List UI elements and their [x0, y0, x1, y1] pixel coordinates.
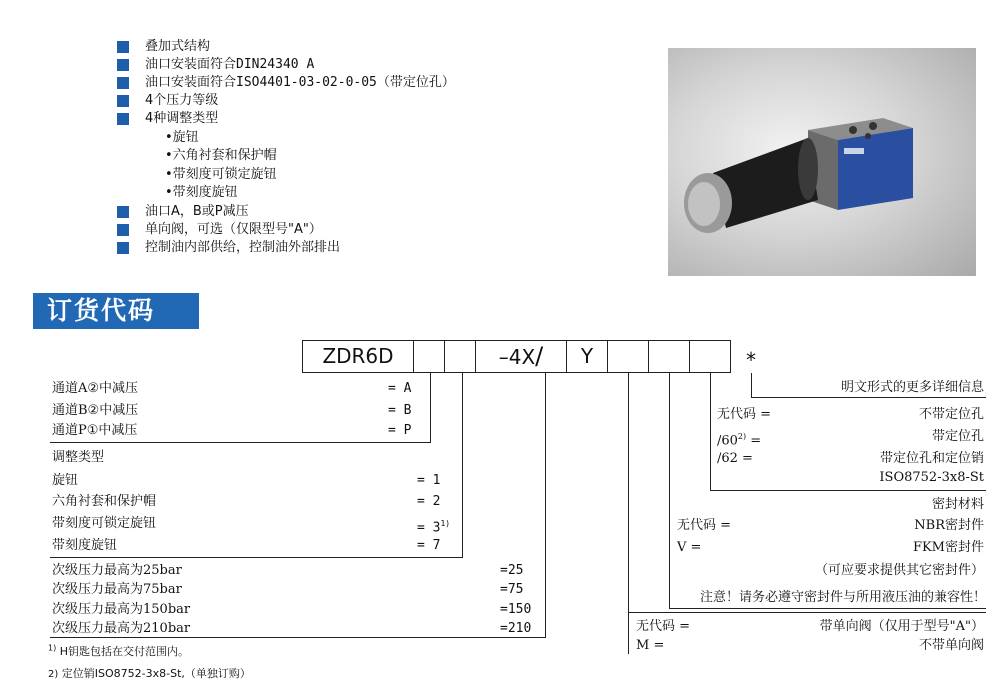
footnote-text: H钥匙包括在交付范围内。 [59, 645, 189, 658]
group-title: 调整类型 [52, 450, 105, 465]
bullet-square-icon [117, 59, 129, 71]
footnote [48, 643, 189, 659]
option-desc: 带定位孔和定位销 [879, 451, 984, 466]
footnote-number: 2) [48, 669, 59, 680]
option-label: 次级压力最高为210bar [52, 621, 191, 636]
option-label: 次级压力最高为25bar [52, 563, 182, 578]
option-code: 无代码 = [677, 518, 732, 533]
option-desc: NBR密封件 [914, 518, 984, 533]
connector-line [751, 373, 752, 398]
seal-warning: 注意！请务必遵守密封件与所用液压油的兼容性！ [699, 590, 986, 605]
product-photo [668, 48, 976, 276]
option-label: 通道P①中减压 [52, 423, 138, 438]
code-box-channel [413, 340, 445, 373]
option-value: =150 [500, 602, 532, 617]
option-desc: FKM密封件 [912, 540, 984, 555]
connector-line [50, 442, 431, 443]
connector-line [710, 490, 986, 491]
connector-line [628, 612, 986, 613]
code-box-model: ZDR6D [302, 340, 414, 373]
adjust-subitem: •带刻度可锁定旋钮 [165, 167, 277, 182]
option-code-eq: = [746, 433, 762, 449]
connector-line [430, 373, 431, 443]
bullet-square-icon [117, 95, 129, 107]
option-code [717, 428, 761, 449]
seal-note: （可应要求提供其它密封件） [814, 563, 984, 578]
adjust-subitem: •带刻度旋钮 [165, 185, 238, 200]
code-box-y: Y [566, 340, 608, 373]
ordering-code-heading: 订货代码 [33, 293, 199, 329]
code-box-check [607, 340, 649, 373]
footnote-text: 定位销ISO8752-3x8-St,（单独订购） [61, 667, 251, 680]
code-slash: / [535, 342, 544, 370]
footnote-ref: 1) [440, 519, 451, 528]
option-code: 无代码 = [717, 407, 772, 422]
option-value [417, 515, 450, 536]
code-box-locating [689, 340, 731, 373]
valve-illustration [668, 48, 976, 276]
option-value: = 1 [417, 473, 441, 488]
connector-line [50, 637, 546, 638]
connector-line [545, 373, 546, 638]
option-desc: 带单向阀（仅用于型号"A"） [819, 619, 984, 634]
option-label: 旋钮 [52, 473, 79, 488]
connector-line [669, 608, 986, 609]
option-label: 带刻度旋钮 [52, 538, 118, 553]
option-label: 通道A②中减压 [52, 381, 139, 396]
option-desc: 不带定位孔 [918, 407, 984, 422]
option-desc: 带定位孔 [931, 429, 984, 444]
adjust-subitem: •六角衬套和保护帽 [165, 148, 277, 163]
group-title: 密封材料 [931, 497, 984, 512]
series-label: –4X [498, 345, 536, 369]
bullet-square-icon [117, 41, 129, 53]
more-info-label: 明文形式的更多详细信息 [840, 380, 984, 395]
option-label: 次级压力最高为150bar [52, 602, 191, 617]
code-box-seal [648, 340, 690, 373]
option-value: = A [388, 381, 412, 396]
option-label: 带刻度可锁定旋钮 [52, 516, 157, 531]
option-value: =210 [500, 621, 532, 636]
bullet-square-icon [117, 113, 129, 125]
connector-line [462, 373, 463, 558]
option-desc: 不带单向阀 [918, 638, 984, 653]
option-label: 六角衬套和保护帽 [52, 494, 157, 509]
footnote-number: 1) [48, 643, 57, 653]
option-value: = 7 [417, 538, 441, 553]
connector-line [669, 373, 670, 609]
option-code: V = [677, 540, 702, 555]
code-box-star: * [746, 348, 756, 372]
connector-line [50, 557, 463, 558]
connector-line [710, 373, 711, 491]
option-desc-std: ISO8752-3x8-St [879, 470, 984, 485]
connector-line [751, 397, 986, 398]
option-code: /62 = [717, 451, 753, 466]
footnote-ref: 2) [737, 432, 747, 441]
adjust-subitem: •旋钮 [165, 130, 199, 145]
bullet-square-icon [117, 242, 129, 254]
code-box-adjust [444, 340, 476, 373]
bullet-square-icon [117, 224, 129, 236]
footnote [48, 665, 251, 681]
option-value: = P [388, 423, 412, 438]
option-code: 无代码 = [636, 619, 691, 634]
option-value: = 2 [417, 494, 441, 509]
option-value: =25 [500, 563, 524, 578]
option-value-text: = 3 [417, 520, 441, 536]
code-box-series [475, 340, 567, 373]
option-value: = B [388, 403, 412, 418]
option-code-text: /60 [717, 433, 738, 449]
option-label: 通道B②中减压 [52, 403, 139, 418]
option-label: 次级压力最高为75bar [52, 582, 182, 597]
bullet-square-icon [117, 206, 129, 218]
bullet-square-icon [117, 77, 129, 89]
option-value: =75 [500, 582, 524, 597]
option-code: M = [636, 638, 665, 653]
